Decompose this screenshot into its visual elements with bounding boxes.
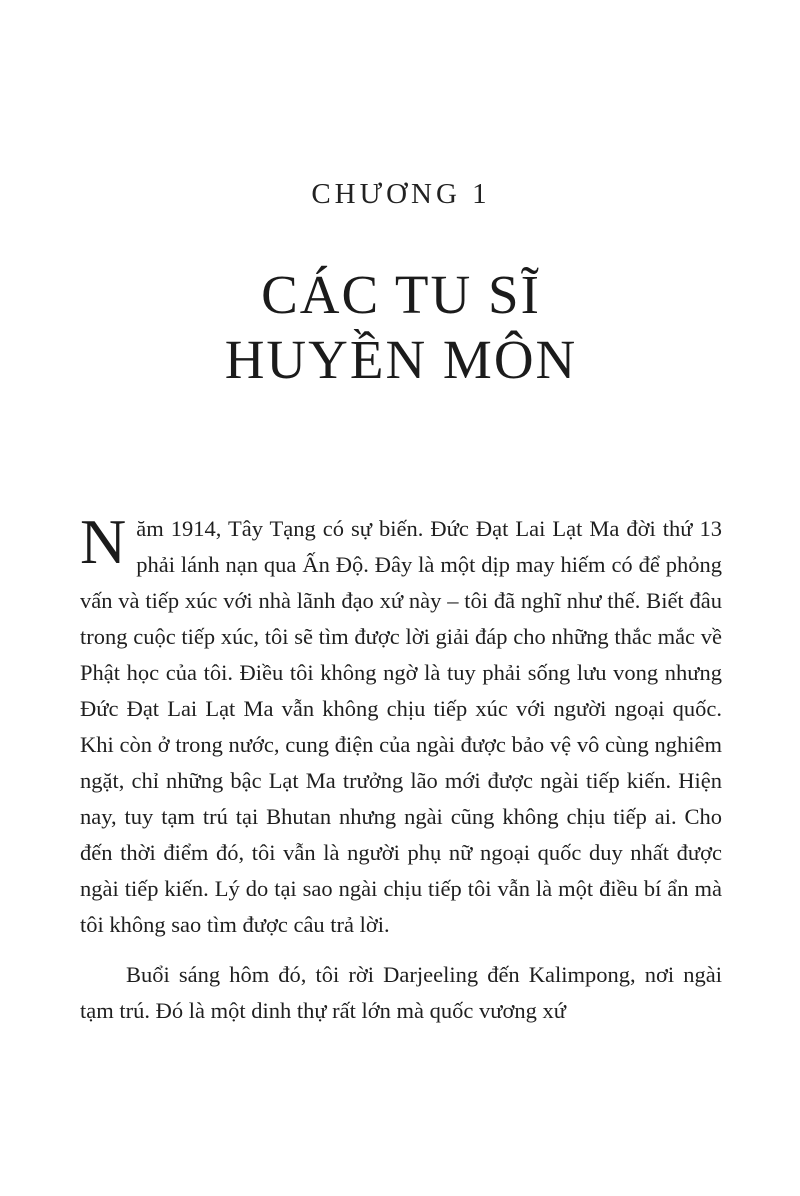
chapter-title-line-2: HUYỀN MÔN bbox=[224, 328, 578, 390]
paragraph-2: Buổi sáng hôm đó, tôi rời Darjeeling đến Kalimpong, nơi ngài tạm trú. Đó là một dinh thự rất lớn mà quốc vương xứ bbox=[80, 961, 722, 1023]
chapter-label: CHƯƠNG 1 bbox=[311, 178, 491, 210]
body-text bbox=[80, 505, 722, 1029]
drop-cap: N bbox=[80, 505, 127, 577]
chapter-title-line-1: CÁC TU SĨ bbox=[261, 264, 541, 325]
chapter-title bbox=[80, 263, 722, 393]
paragraph-1-text: ăm 1914, Tây Tạng có sự biến. Đức Đạt Lai Lạt Ma đời thứ 13 phải lánh nạn qua Ấn Độ. Đây là một dịp may hiếm có để phỏng vấn và tiếp xúc với nhà lãnh đạo xứ này – tôi đã nghĩ như thế. Biết đâu trong cuộc tiếp xúc, tôi sẽ tìm được lời giải đáp cho những thắc mắc về Phật học của tôi. Điều tôi không ngờ là tuy phải sống lưu vong nhưng Đức Đạt Lai Lạt Ma vẫn không chịu tiếp xúc với người ngoại quốc. Khi còn ở trong nước, cung điện của ngài được bảo vệ vô cùng nghiêm ngặt, chỉ những bậc Lạt Ma trưởng lão mới được ngài tiếp kiến. Hiện nay, tuy tạm trú tại Bhutan nhưng ngài cũng không chịu tiếp ai. Cho đến thời điểm đó, tôi vẫn là người phụ nữ ngoại quốc duy nhất được ngài tiếp kiến. Lý do tại sao ngài chịu tiếp tôi vẫn là một điều bí ẩn mà tôi không sao tìm được câu trả lời. bbox=[80, 515, 722, 937]
paragraph-1 bbox=[80, 505, 722, 943]
